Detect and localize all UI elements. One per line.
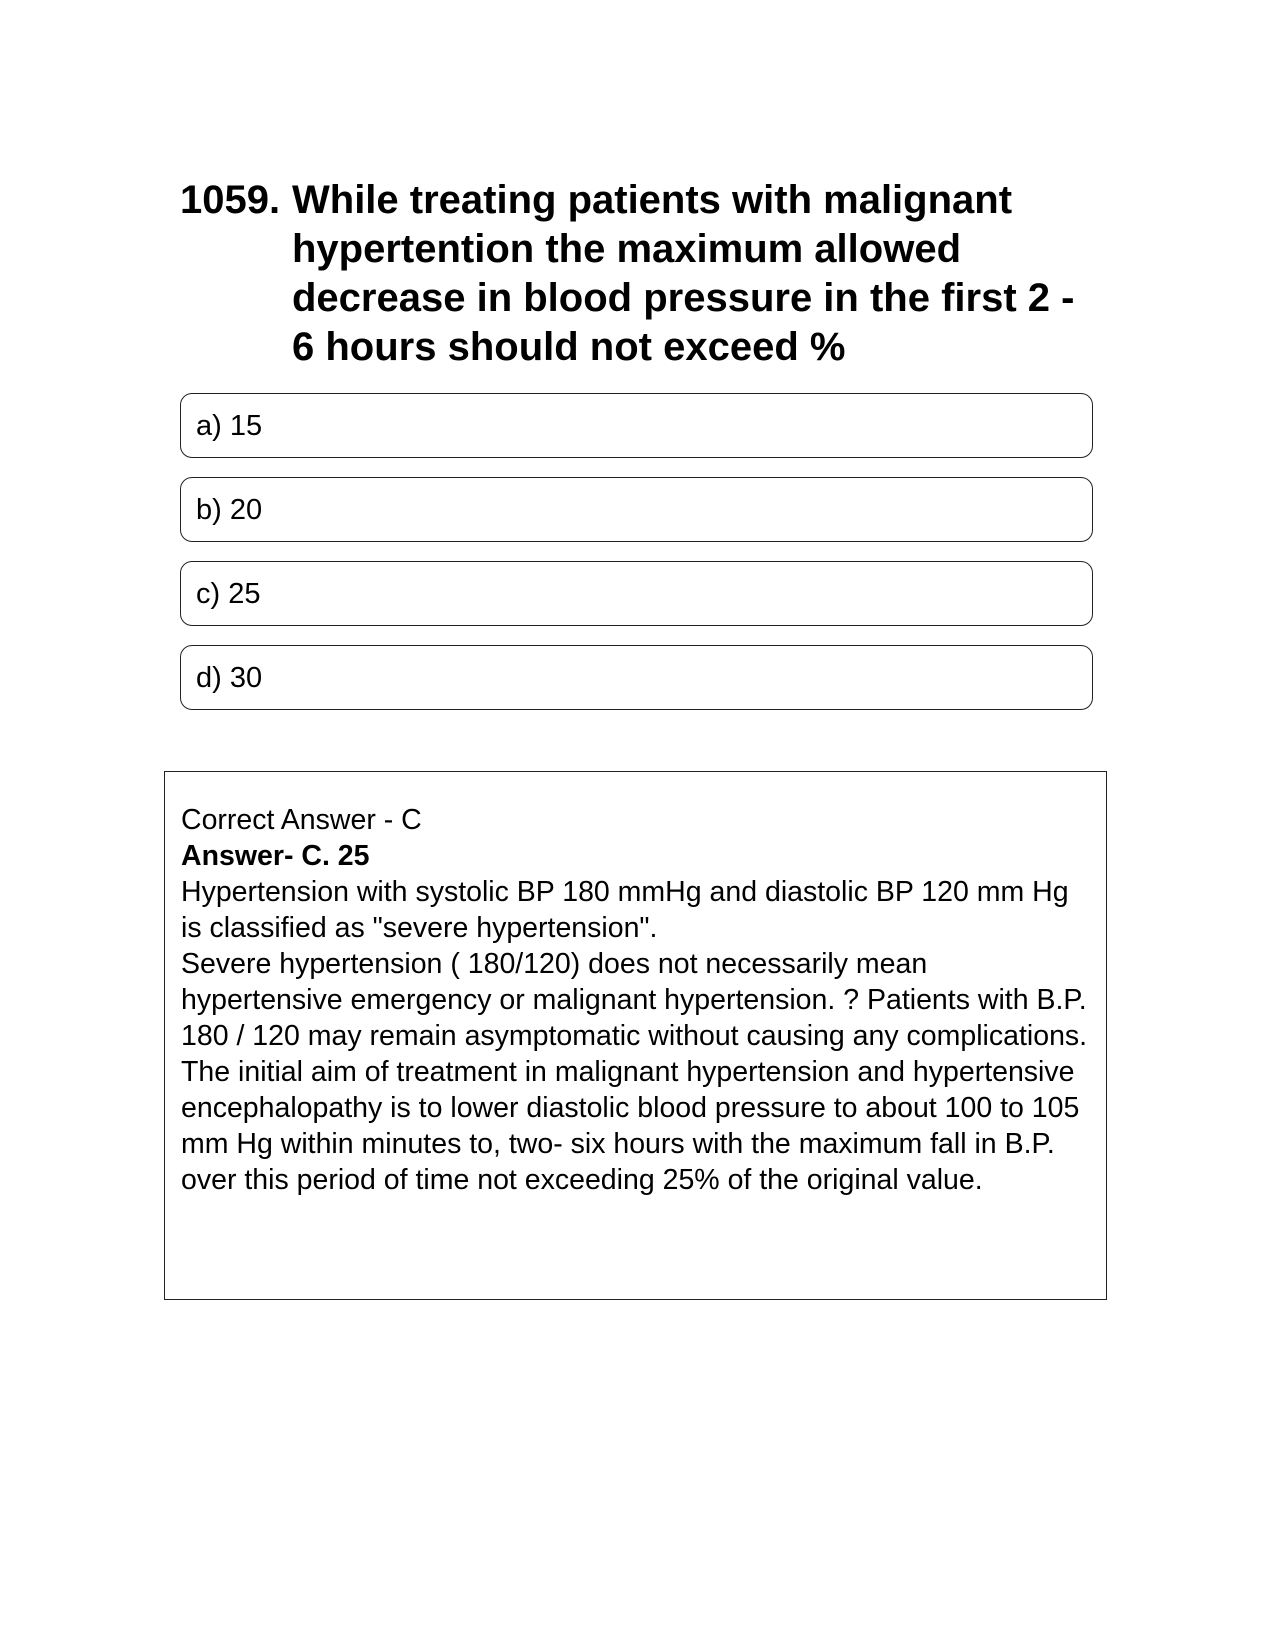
- answer-heading: Answer- C. 25: [181, 840, 370, 872]
- question-text: While treating patients with malignant hypertention the maximum allowed decrease in blood pressure in the first 2 - 6 hours should not exceed %: [292, 178, 1075, 369]
- answer-explanation-box: [164, 771, 1107, 1300]
- correct-answer-line: Correct Answer - C: [181, 804, 422, 836]
- option-c[interactable]: c) 25: [180, 561, 1093, 626]
- option-a[interactable]: a) 15: [180, 393, 1093, 458]
- explanation-paragraph-1: Hypertension with systolic BP 180 mmHg and diastolic BP 120 mm Hg is classified as "severe hypertension".: [181, 876, 1069, 944]
- explanation-paragraph-2: Severe hypertension ( 180/120) does not necessarily mean hypertensive emergency or malignant hypertension. ? Patients with B.P. 180 / 120 may remain asymptomatic without causing any complications.: [181, 948, 1088, 1052]
- option-b[interactable]: b) 20: [180, 477, 1093, 542]
- explanation-paragraph-3: The initial aim of treatment in malignant hypertension and hypertensive encephalopathy is to lower diastolic blood pressure to about 100 to 105 mm Hg within minutes to, two- six hours with the maximum fall in B.P. over this period of time not exceeding 25% of the original value.: [181, 1056, 1080, 1196]
- question: [180, 176, 1100, 372]
- question-number: 1059.: [180, 178, 281, 222]
- option-d[interactable]: d) 30: [180, 645, 1093, 710]
